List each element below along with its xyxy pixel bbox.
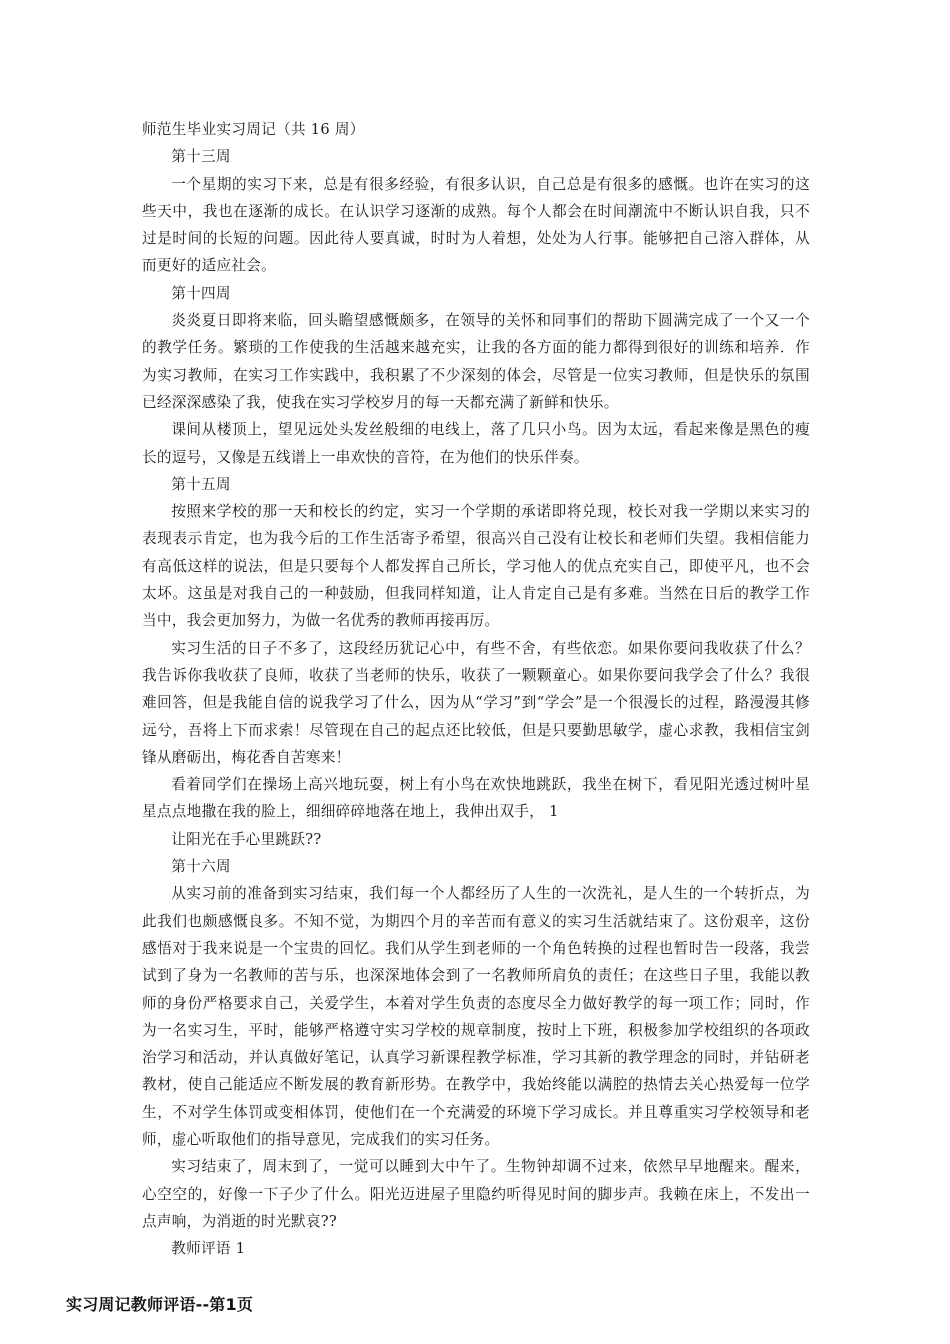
- paragraph: 从实习前的准备到实习结束，我们每一个人都经历了人生的一次洗礼，是人生的一个转折点，为此我们也颇感慨良多。不知不觉，为期四个月的辛苦而有意义的实习生活就结束了。这份艰辛，这份感悟对于我来说是一个宝贵的回忆。我们从学生到老师的一个角色转换的过程也暂时告一段落，我尝试到了身为一名教师的苦与乐，也深深地体会到了一名教师所肩负的责任；在这些日子里，我能以教师的身份严格要求自己，关爱学生，本着对学生负责的态度尽全力做好教学的每一项工作；同时，作为一名实习生，平时，能够严格遵守实习学校的规章制度，按时上下班，积极参加学校组织的各项政治学习和活动，并认真做好笔记，认真学习新课程教学标准，学习其新的教学理念的同时，并钻研老教材，使自己能适应不断发展的教育新形势。在教学中，我始终能以满腔的热情去关心热爱每一位学生，不对学生体罚或变相体罚，使他们在一个充满爱的环境下学习成长。并且尊重实习学校领导和老师，虚心听取他们的指导意见，完成我们的实习任务。: [142, 885, 810, 1148]
- document-body: [142, 116, 810, 1262]
- document-title: 师范生毕业实习周记（共 16 周）: [142, 121, 365, 138]
- paragraph: 看着同学们在操场上高兴地玩耍，树上有小鸟在欢快地跳跃，我坐在树下，看见阳光透过树叶星星点点地撒在我的脸上，细细碎碎地落在地上，我伸出双手， 1: [142, 776, 810, 821]
- week-heading: 第十六周: [171, 858, 231, 876]
- paragraph: 一个星期的实习下来，总是有很多经验，有很多认识，自己总是有很多的感慨。也许在实习的这些天中，我也在逐渐的成长。在认识学习逐渐的成熟。每个人都会在时间潮流中不断认识自我，只不过是时间的长短的问题。因此待人要真诚，时时为人着想，处处为人行事。能够把自己溶入群体，从而更好的适应社会。: [142, 175, 810, 275]
- week-heading: 第十四周: [171, 284, 231, 302]
- paragraph: 实习生活的日子不多了，这段经历犹记心中，有些不舍，有些依恋。如果你要问我收获了什么？我告诉你我收获了良师，收获了当老师的快乐，收获了一颗颗童心。如果你要问我学会了什么？我很难回答，但是我能自信的说我学习了什么，因为从“学习”到“学会”是一个很漫长的过程，路漫漫其修远兮，吾将上下而求索！尽管现在自己的起点还比较低，但是只要勤思敏学，虚心求教，我相信宝剑锋从磨砺出，梅花香自苦寒来！: [142, 639, 810, 766]
- paragraph: 按照来学校的那一天和校长的约定，实习一个学期的承诺即将兑现，校长对我一学期以来实习的表现表示肯定，也为我今后的工作生活寄予希望，很高兴自己没有让校长和老师们失望。我相信能力有高低这样的说法，但是只要每个人都发挥自己所长，学习他人的优点充实自己，即使平凡，也不会太坏。这虽是对我自己的一种鼓励，但我同样知道，让人肯定自己是有多难。当然在日后的教学工作当中，我会更加努力，为做一名优秀的教师再接再厉。: [142, 503, 810, 630]
- week-heading: 第十三周: [171, 148, 231, 166]
- week-heading: 第十五周: [171, 475, 231, 493]
- page-footer: 实习周记教师评语--第1页: [66, 1295, 254, 1314]
- teacher-comment-heading: 教师评语 1: [171, 1240, 246, 1258]
- paragraph: 让阳光在手心里跳跃??: [171, 830, 322, 848]
- paragraph: 课间从楼顶上，望见远处头发丝般细的电线上，落了几只小鸟。因为太远，看起来像是黑色的瘦长的逗号，又像是五线谱上一串欢快的音符，在为他们的快乐伴奏。: [142, 421, 810, 466]
- paragraph: 炎炎夏日即将来临，回头瞻望感慨颇多，在领导的关怀和同事们的帮助下圆满完成了一个又一个的教学任务。繁琐的工作使我的生活越来越充实，让我的各方面的能力都得到很好的训练和培养．作为实习教师，在实习工作实践中，我积累了不少深刻的体会，尽管是一位实习教师，但是快乐的氛围已经深深感染了我，使我在实习学校岁月的每一天都充满了新鲜和快乐。: [142, 312, 810, 411]
- paragraph: 实习结束了，周末到了，一觉可以睡到大中午了。生物钟却调不过来，依然早早地醒来。醒来，心空空的，好像一下子少了什么。阳光迈进屋子里隐约听得见时间的脚步声。我赖在床上，不发出一点声响，为消逝的时光默哀??: [142, 1158, 810, 1230]
